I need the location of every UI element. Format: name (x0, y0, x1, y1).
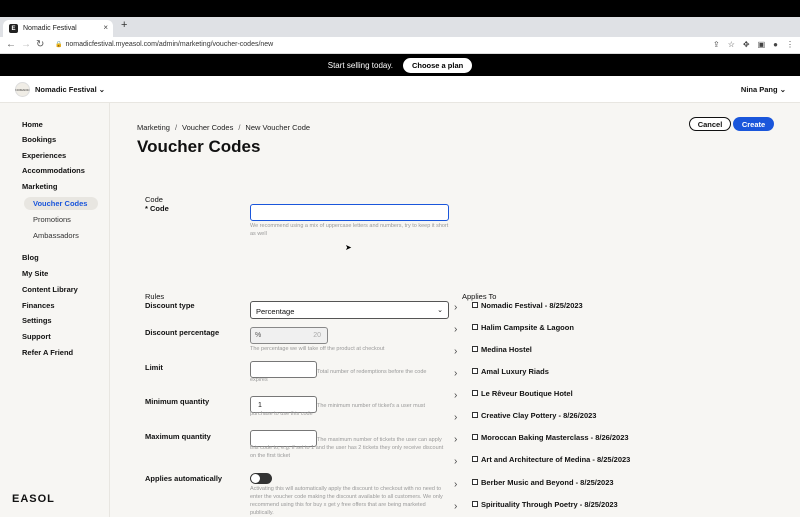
applies-to-checkbox[interactable] (472, 302, 478, 308)
create-button[interactable]: Create (733, 117, 774, 131)
breadcrumb-marketing[interactable]: Marketing (137, 123, 170, 132)
chevron-right-icon[interactable]: › (454, 368, 458, 379)
sidebar-item-voucher-codes[interactable]: Voucher Codes (33, 199, 88, 208)
tab-title: Nomadic Festival (23, 25, 77, 32)
reload-icon[interactable]: ↻ (36, 39, 45, 50)
maximum-quantity-hint: The maximum number of tickets the user can apply this code to, e.g. if set to 1 and the user has 2 tickets they only receive discount on the first ticket (250, 437, 444, 459)
discount-percentage-input[interactable] (250, 327, 328, 344)
share-icon[interactable]: ⇪ (713, 40, 720, 49)
code-input[interactable] (250, 204, 449, 221)
code-hint: We recommend using a mix of uppercase letters and numbers, try to keep it short as well (250, 223, 449, 237)
applies-to-checkbox[interactable] (472, 412, 478, 418)
main-content (111, 103, 800, 517)
discount-percentage-hint: The percentage we will take off the product at checkout (250, 346, 385, 352)
tab-strip (0, 17, 800, 37)
promo-banner (0, 54, 800, 76)
sidebar-item-marketing[interactable]: Marketing (22, 182, 58, 191)
minimum-quantity-input[interactable]: 1 (250, 396, 317, 413)
url-field[interactable]: 🔒 nomadicfestival.myeasol.com/admin/marketing/voucher-codes/new (55, 41, 274, 48)
applies-to-checkbox[interactable] (472, 434, 478, 440)
chevron-right-icon[interactable]: › (454, 479, 458, 490)
easol-logo: EASOL (12, 493, 55, 505)
breadcrumb: Marketing / Voucher Codes / New Voucher Code (137, 123, 311, 132)
sidebar-item-finances[interactable]: Finances (22, 301, 55, 310)
profile-icon[interactable]: ● (773, 40, 778, 49)
applies-to-checkbox[interactable] (472, 324, 478, 330)
sidebar-item-content-library[interactable]: Content Library (22, 285, 78, 294)
chevron-right-icon[interactable]: › (454, 434, 458, 445)
sidebar-item-promotions[interactable]: Promotions (33, 215, 71, 224)
chevron-right-icon[interactable]: › (454, 456, 458, 467)
applies-to-checkbox[interactable] (472, 456, 478, 462)
minimum-quantity-label: Minimum quantity (145, 397, 210, 406)
chevron-down-icon: ⌄ (437, 307, 443, 314)
browser-toolbar-icons (713, 40, 794, 49)
lock-icon: 🔒 (55, 42, 63, 48)
sidebar-item-bookings[interactable]: Bookings (22, 135, 57, 144)
discount-percentage-label: Discount percentage (145, 328, 220, 337)
chevron-down-icon: ⌄ (779, 85, 786, 94)
applies-to-checkbox[interactable] (472, 346, 478, 352)
minimum-quantity-hint: The minimum number of ticket's a user must purchase to use this code (250, 403, 426, 417)
choose-plan-button[interactable]: Choose a plan (403, 58, 472, 73)
favicon-icon: E (9, 24, 18, 33)
mouse-cursor: ➤ (345, 243, 352, 252)
rules-heading: Rules (145, 292, 165, 301)
extensions-icon[interactable]: ✥ (742, 40, 750, 49)
sidepanel-icon[interactable]: ▣ (757, 40, 766, 49)
discount-type-label: Discount type (145, 301, 195, 310)
page-title: Voucher Codes (137, 137, 261, 156)
maximum-quantity-label: Maximum quantity (145, 432, 211, 441)
brand-logo: NOMADIC (15, 82, 30, 97)
sidebar-item-settings[interactable]: Settings (22, 316, 52, 325)
chevron-right-icon[interactable]: › (454, 324, 458, 335)
sidebar-item-blog[interactable]: Blog (22, 253, 39, 262)
sidebar-item-home[interactable]: Home (22, 120, 43, 129)
code-label: * Code (145, 204, 169, 213)
applies-to-item-label: Spirituality Through Poetry - 8/25/2023 (481, 500, 618, 509)
applies-to-item-label: Berber Music and Beyond - 8/25/2023 (481, 478, 614, 487)
applies-to-heading: Applies To (462, 292, 497, 301)
chevron-down-icon: ⌄ (98, 85, 106, 94)
sidebar-item-ambassadors[interactable]: Ambassadors (33, 231, 79, 240)
applies-to-item-label: Halim Campsite & Lagoon (481, 323, 574, 332)
limit-hint: Total number of redemptions before the code expires (250, 369, 427, 383)
chevron-right-icon[interactable]: › (454, 501, 458, 512)
percent-symbol: % (255, 332, 262, 339)
breadcrumb-voucher-codes[interactable]: Voucher Codes (182, 123, 234, 132)
toggle-knob (251, 474, 260, 483)
limit-label: Limit (145, 363, 163, 372)
applies-to-item-label: Nomadic Festival - 8/25/2023 (481, 301, 583, 310)
cancel-button[interactable]: Cancel (689, 117, 731, 131)
applies-automatically-hint: Activating this will automatically apply the discount to checkout with no need to enter the voucher code making the discount available to all customers. We only recommend using this for buy x get y free offers that are being marketed publically. (250, 486, 443, 516)
app-header (0, 76, 800, 103)
menu-dots-icon[interactable]: ⋮ (786, 40, 794, 49)
breadcrumb-new-voucher-code: New Voucher Code (245, 123, 311, 132)
sidebar-item-accommodations[interactable]: Accommodations (22, 166, 85, 175)
window-top-bar (0, 0, 800, 17)
sidebar (0, 103, 110, 517)
back-icon[interactable]: ← (6, 39, 16, 50)
new-tab-button[interactable]: + (121, 19, 128, 31)
sidebar-item-support[interactable]: Support (22, 332, 51, 341)
applies-to-item-label: Moroccan Baking Masterclass - 8/26/2023 (481, 433, 629, 442)
bookmark-star-icon[interactable]: ☆ (727, 40, 735, 49)
discount-type-select[interactable]: Percentage ⌄ (250, 301, 449, 319)
browser-tab[interactable] (3, 20, 113, 37)
address-bar (0, 37, 800, 54)
applies-to-checkbox[interactable] (472, 479, 478, 485)
applies-to-checkbox[interactable] (472, 501, 478, 507)
applies-automatically-label: Applies automatically (145, 474, 223, 483)
applies-automatically-toggle[interactable] (250, 473, 272, 484)
applies-to-checkbox[interactable] (472, 390, 478, 396)
forward-icon[interactable]: → (21, 39, 31, 50)
applies-to-item-label: Creative Clay Pottery - 8/26/2023 (481, 411, 597, 420)
sidebar-item-my-site[interactable]: My Site (22, 269, 49, 278)
user-menu[interactable]: Nina Pang ⌄ (740, 85, 786, 94)
sidebar-item-experiences[interactable]: Experiences (22, 151, 67, 160)
close-icon[interactable]: × (103, 23, 108, 32)
applies-to-item-label: Le Rêveur Boutique Hotel (481, 389, 573, 398)
promo-text: Start selling today. (327, 60, 393, 70)
chevron-right-icon[interactable]: › (454, 346, 458, 357)
applies-to-item-label: Art and Architecture of Medina - 8/25/2023 (481, 455, 631, 464)
code-section-heading: Code (145, 195, 163, 204)
chevron-right-icon[interactable]: › (454, 302, 458, 313)
applies-to-checkbox[interactable] (472, 368, 478, 374)
brand-switcher[interactable]: Nomadic Festival ⌄ (35, 85, 106, 94)
applies-to-item-label: Amal Luxury Riads (481, 367, 549, 376)
applies-to-item-label: Medina Hostel (481, 345, 532, 354)
chevron-right-icon[interactable]: › (454, 390, 458, 401)
chevron-right-icon[interactable]: › (454, 412, 458, 423)
discount-percentage-placeholder: 20 (313, 332, 321, 339)
sidebar-item-refer-a-friend[interactable]: Refer A Friend (22, 348, 74, 357)
